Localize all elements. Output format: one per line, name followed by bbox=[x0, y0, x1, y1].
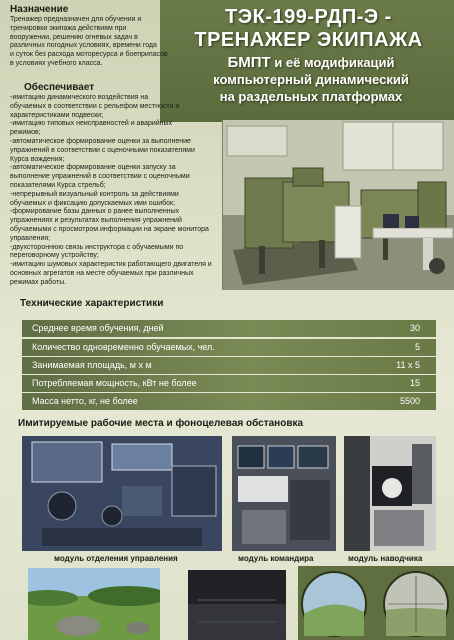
purpose-line: Тренажер предназначен для обучения и bbox=[10, 16, 142, 23]
purpose-line: тренировки экипажа действиям при bbox=[10, 24, 127, 32]
purpose-line: различных погодных условиях, времени года bbox=[10, 42, 157, 50]
control-module-illustration bbox=[22, 436, 222, 551]
purpose-heading: Назначение bbox=[10, 4, 69, 15]
subtitle-line-3: на раздельных платформах bbox=[219, 89, 403, 104]
provides-line: -непрерывный визуальный контроль за действиями bbox=[10, 190, 179, 198]
subtitle-bmpt: БМПТ bbox=[227, 54, 271, 71]
provides-line: упражнениях и результатах выполнения упражнений bbox=[10, 217, 182, 225]
gunner-module-illustration bbox=[344, 436, 436, 551]
thermal-view-photo bbox=[188, 570, 286, 640]
provides-line: -формирование базы данных о ранее выполненных bbox=[10, 208, 180, 216]
provides-text bbox=[10, 94, 212, 288]
provides-line: -имитацию динамического воздействия на bbox=[10, 94, 149, 101]
provides-line: -автоматическое формирование оценки запуску за bbox=[10, 164, 176, 172]
gunner-module-caption: модуль наводчика bbox=[348, 554, 423, 563]
title-line-2: ТРЕНАЖЕР ЭКИПАЖА bbox=[194, 29, 423, 51]
terrain-scene-illustration bbox=[28, 568, 160, 640]
control-module-photo bbox=[22, 436, 222, 551]
gunner-module-photo bbox=[344, 436, 436, 551]
spec-row bbox=[22, 393, 436, 410]
title-line-1: ТЭК-199-РДП-Э - bbox=[225, 6, 392, 28]
modules-heading: Имитируемые рабочие места и фоноцелевая обстановка bbox=[18, 418, 304, 429]
spec-label: Потребляемая мощность, кВт не более bbox=[32, 378, 197, 388]
provides-line: основных агрегатов на месте обучаемых при различных bbox=[10, 269, 194, 277]
spec-value: 15 bbox=[409, 378, 420, 388]
provides-line: обучаемых и фиксацию допускаемых ими ошибок; bbox=[10, 199, 176, 207]
provides-line: -двухстороннюю связь инструктора с обучаемыми по bbox=[10, 243, 184, 251]
spec-label: Количество одновременно обучаемых, чел. bbox=[32, 342, 215, 352]
provides-line: режимов; bbox=[10, 129, 41, 137]
provides-line: -имитацию шумовых характеристик работающего двигателя и bbox=[10, 261, 212, 269]
provides-line: Курса вождения; bbox=[10, 155, 65, 163]
subtitle-modifications: и её модификаций bbox=[270, 55, 395, 70]
spec-value: 5 bbox=[414, 342, 420, 352]
spec-label: Масса нетто, кг, не более bbox=[32, 396, 138, 406]
provides-line: переговорному устройству; bbox=[10, 252, 99, 260]
spec-label: Среднее время обучения, дней bbox=[32, 323, 164, 333]
terrain-scene-photo bbox=[28, 568, 160, 640]
spec-value: 30 bbox=[409, 323, 420, 333]
commander-module-photo bbox=[232, 436, 336, 551]
purpose-line: и суток без расхода моторесурса и боеприпасов bbox=[10, 51, 168, 59]
spec-row bbox=[22, 357, 436, 374]
provides-line: показателями Курса стрельб; bbox=[10, 181, 106, 189]
simulator-illustration bbox=[223, 120, 454, 290]
provides-line: обучаемых в соответствии с рельефом местности и bbox=[10, 102, 180, 110]
spec-row bbox=[22, 320, 436, 337]
purpose-line: вооружении, решению огневых задач в bbox=[10, 33, 138, 41]
thermal-view-illustration bbox=[188, 570, 286, 640]
spec-value: 5500 bbox=[399, 396, 420, 406]
control-module-caption: модуль отделения управления bbox=[54, 554, 178, 563]
provides-line: -имитацию типовых неисправностей и аварийных bbox=[10, 120, 173, 128]
provides-line: режимах работы. bbox=[10, 278, 67, 286]
spec-label: Занимаемая площадь, м х м bbox=[32, 360, 152, 370]
provides-line: упражнений в соответствии с оценочными показателями bbox=[10, 146, 195, 154]
purpose-line: в условиях учебного класса. bbox=[10, 59, 103, 67]
purpose-text bbox=[10, 16, 168, 69]
provides-line: обучаемыми с просмотром информации на экране монитора bbox=[10, 225, 209, 233]
sight-views-panel bbox=[298, 566, 454, 640]
simulator-photo bbox=[222, 120, 454, 290]
provides-line: управления; bbox=[10, 234, 51, 242]
spec-value: 11 х 5 bbox=[396, 360, 420, 370]
sight-views-illustration bbox=[298, 566, 454, 640]
provides-heading: Обеспечивает bbox=[24, 82, 95, 93]
specs-heading: Технические характеристики bbox=[20, 298, 164, 309]
commander-module-caption: модуль командира bbox=[238, 554, 314, 563]
provides-line: выполнение упражнений в соответствии с оценочными bbox=[10, 173, 190, 181]
spec-row bbox=[22, 375, 436, 392]
commander-module-illustration bbox=[232, 436, 336, 551]
provides-line: характеристиками подвески; bbox=[10, 111, 104, 119]
subtitle bbox=[170, 54, 452, 105]
provides-line: -автоматическое формирование оценки за выполнение bbox=[10, 137, 191, 145]
spec-row bbox=[22, 339, 436, 356]
subtitle-line-2: компьютерный динамический bbox=[213, 72, 409, 87]
